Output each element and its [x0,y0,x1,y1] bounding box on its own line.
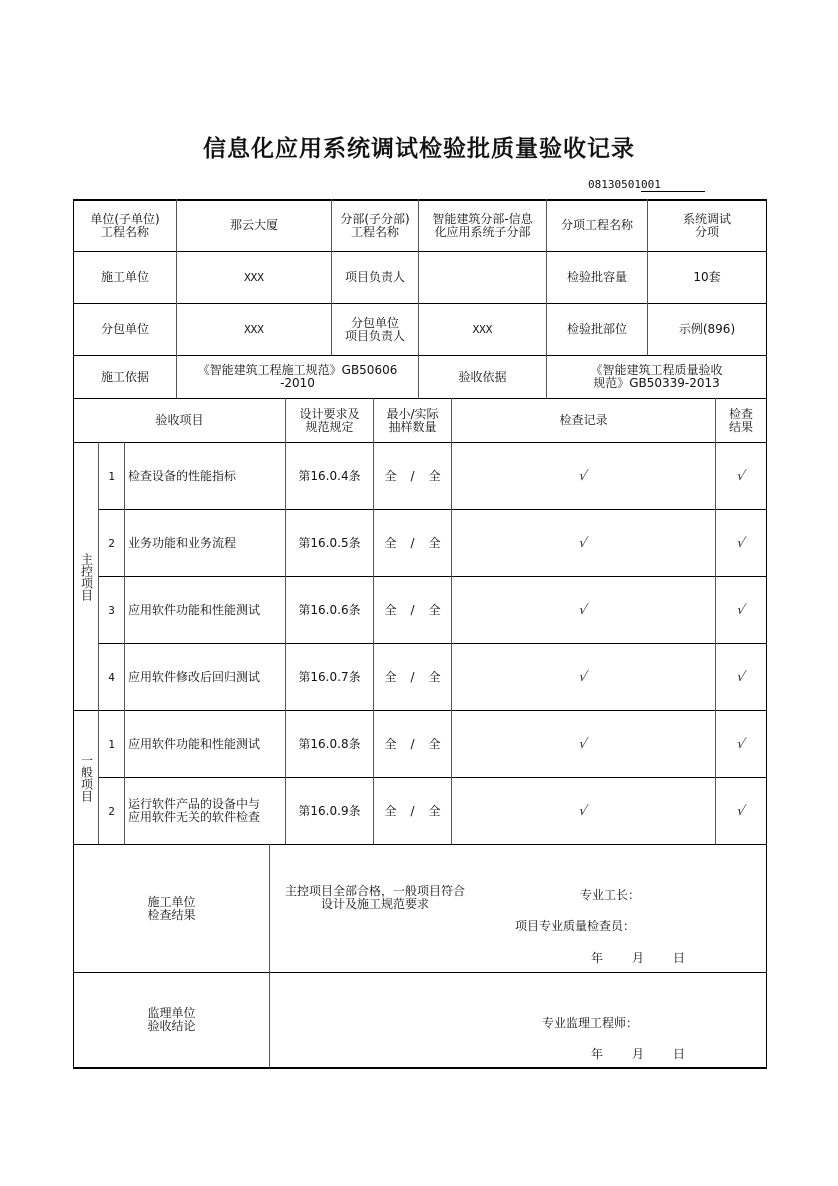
check-icon: √ [577,736,590,752]
supervisor-check-label: 监理单位 验收结论 [147,1006,196,1033]
row-clause: 第16.0.7条 [298,669,361,684]
group-label-text: 一般项目 [79,753,94,802]
row-sample [374,711,451,777]
sample-min: 全 [384,602,397,617]
sample-separator: / [410,535,415,550]
group-label-general [74,711,98,844]
check-icon: √ [577,669,590,685]
project-manager-value [419,252,546,303]
subcontractor-value: XXX [244,323,264,336]
row-number: 3 [108,603,115,617]
row-result [716,711,766,777]
subitem-name-value: 系统调试 分项 [682,211,731,239]
page-title: 信息化应用系统调试检验批质量验收记录 [203,136,635,162]
subcontractor-pm-value: XXX [472,323,493,336]
row-item: 运行软件产品的设备中与 应用软件无关的软件检查 [128,797,261,824]
sample-actual: 全 [428,602,441,617]
date-month-label: 月 [632,951,645,965]
column-header-sample: 最小/实际 抽样数量 [386,406,439,434]
column-header-requirement: 设计要求及 规范规定 [299,406,360,434]
sample-actual: 全 [428,535,441,550]
row-clause: 第16.0.6条 [298,602,361,617]
project-manager-label: 项目负责人 [344,270,405,284]
row-clause: 第16.0.9条 [298,803,361,818]
date-year-label: 年 [591,1047,604,1061]
contractor-check-conclusion: 主控项目全部合格，一般项目符合 设计及施工规范要求 [284,884,465,911]
sample-actual: 全 [428,468,441,483]
acceptance-basis-label: 验收依据 [458,369,507,384]
subcontractor-label: 分包单位 [100,322,149,336]
check-icon: √ [577,803,590,819]
sample-actual: 全 [428,736,441,751]
row-record [452,644,715,710]
division-name-value: 智能建筑分部-信息 化应用系统子分部 [432,211,533,239]
check-icon: √ [735,602,747,618]
row-clause: 第16.0.8条 [298,736,361,751]
foreman-label: 专业工长： [580,888,641,902]
construction-basis-label: 施工依据 [100,369,149,384]
sample-separator: / [410,736,415,751]
quality-inspector-label: 项目专业质量检查员： [515,919,636,933]
batch-location-label: 检验批部位 [566,322,627,336]
sample-min: 全 [384,669,397,684]
row-result [716,577,766,643]
check-icon: √ [735,468,747,484]
row-record [452,778,715,844]
row-item: 业务功能和业务流程 [128,535,237,550]
column-header-record: 检查记录 [559,413,608,427]
check-icon: √ [577,602,590,618]
date-day-label: 日 [673,1047,686,1061]
sample-actual: 全 [428,803,441,818]
construction-basis-value: 《智能建筑工程施工规范》GB50606 -2010 [197,363,398,390]
table-border-right [766,199,767,1069]
date-year-label: 年 [591,951,604,965]
sample-min: 全 [384,803,397,818]
check-icon: √ [577,468,590,484]
group-label-text: 主控项目 [79,552,94,601]
division-name-label: 分部(子分部) 工程名称 [340,211,410,239]
contractor-value: XXX [244,271,264,284]
batch-location-value: 示例(896) [678,322,736,336]
row-sample [374,577,451,643]
check-icon: √ [735,736,747,752]
row-record [452,510,715,576]
group-label-main-control [74,443,98,710]
row-number: 1 [108,469,115,483]
contractor-label: 施工单位 [100,270,149,284]
row-item: 应用软件功能和性能测试 [128,602,261,617]
row-record [452,577,715,643]
sample-min: 全 [384,535,397,550]
batch-capacity-label: 检验批容量 [566,270,627,284]
row-number: 2 [108,536,115,550]
row-sample [374,510,451,576]
contractor-check-label: 施工单位 检查结果 [147,894,196,922]
sample-actual: 全 [428,669,441,684]
check-icon: √ [735,535,747,551]
row-item: 应用软件修改后回归测试 [128,669,261,684]
subitem-name-label: 分项工程名称 [560,218,633,232]
sample-min: 全 [384,736,397,751]
table-border-bottom [73,1067,767,1069]
supervising-engineer-label: 专业监理工程师： [542,1016,639,1030]
date-day-label: 日 [673,951,686,965]
row-result [716,778,766,844]
unit-name-label: 单位(子单位) 工程名称 [90,211,160,239]
batch-capacity-value: 10套 [693,270,721,284]
row-item: 应用软件功能和性能测试 [128,736,261,751]
row-clause: 第16.0.5条 [298,535,361,550]
subcontractor-pm-label: 分包单位 项目负责人 [344,315,405,343]
row-result [716,510,766,576]
sample-min: 全 [384,468,397,483]
row-sample [374,443,451,509]
check-icon: √ [577,535,590,551]
sample-separator: / [410,669,415,684]
row-number: 4 [108,670,115,684]
row-number: 1 [108,737,115,751]
row-number: 2 [108,804,115,818]
divider [269,844,270,1068]
column-header-result: 检查 结果 [728,406,753,434]
row-record [452,443,715,509]
row-clause: 第16.0.4条 [298,468,361,483]
sample-separator: / [410,803,415,818]
row-result [716,644,766,710]
document-number-prefix: 08130501 [588,178,641,191]
row-record [452,711,715,777]
row-item: 检查设备的性能指标 [128,468,237,483]
sample-separator: / [410,602,415,617]
date-month-label: 月 [632,1047,645,1061]
check-icon: √ [735,803,747,819]
row-sample [374,644,451,710]
row-sample [374,778,451,844]
acceptance-basis-value: 《智能建筑工程质量验收 规范》GB50339-2013 [590,363,723,390]
check-icon: √ [735,669,747,685]
unit-name-value: 那云大厦 [229,218,278,232]
document-number [588,178,714,192]
row-result [716,443,766,509]
sample-separator: / [410,468,415,483]
column-header-item: 验收项目 [155,413,204,427]
document-number-suffix: 001 [641,178,705,192]
